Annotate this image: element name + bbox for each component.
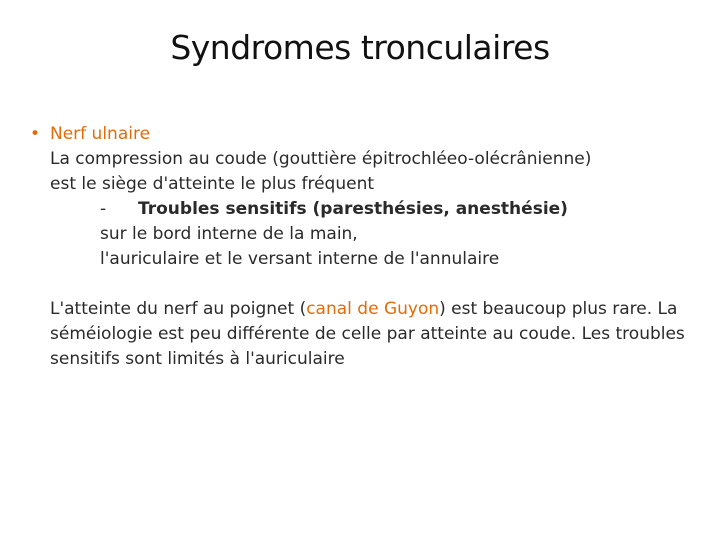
bullet-line-2: est le siège d'atteinte le plus fréquent <box>50 174 375 194</box>
sub-line-2: l'auriculaire et le versant interne de l'annulaire <box>100 249 500 269</box>
paragraph-suffix: ) est beaucoup plus rare. La séméiologie est peu différente de celle par atteinte au coude. Les troubles sensitifs sont limités à l'auriculaire <box>50 299 685 369</box>
paragraph <box>30 297 690 372</box>
dash-item-bold-text: Troubles sensitifs (paresthésies, anesthésie) <box>138 199 568 219</box>
dash-icon: - <box>100 199 107 219</box>
sub-line-1: sur le bord interne de la main, <box>100 224 358 244</box>
slide-content <box>30 122 700 372</box>
bullet-heading-line <box>30 122 700 147</box>
bullet-heading: Nerf ulnaire <box>50 124 151 144</box>
dash-item <box>30 197 700 222</box>
bullet-icon: • <box>30 124 41 144</box>
paragraph-prefix: L'atteinte du nerf au poignet ( <box>50 299 307 319</box>
bullet-line-1: La compression au coude (gouttière épitrochléeo-olécrânienne) <box>50 149 592 169</box>
slide-title: Syndromes tronculaires <box>170 28 550 67</box>
paragraph-highlight: canal de Guyon <box>306 299 440 319</box>
